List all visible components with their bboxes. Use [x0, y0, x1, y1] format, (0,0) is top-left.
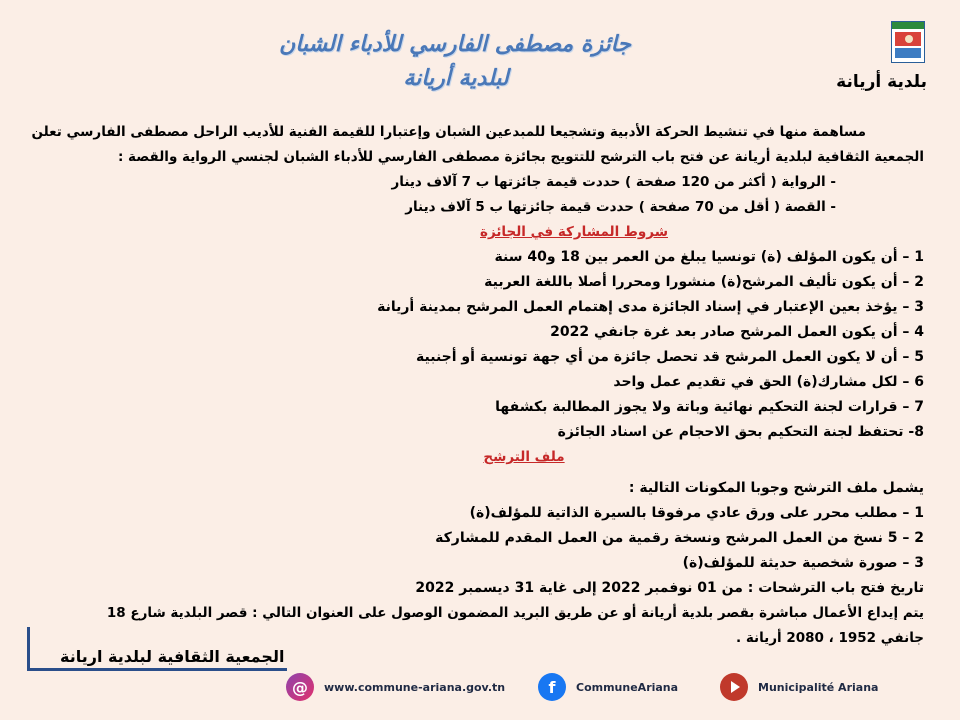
facebook-link[interactable]: [538, 672, 678, 702]
prize-novel: - الرواية ( أكثر من 120 صفحة ) حددت قيمة جائزتها ب 7 آلاف دينار: [391, 174, 836, 190]
youtube-link[interactable]: [720, 672, 878, 702]
facebook-icon: f: [538, 673, 566, 701]
intro-line-1: مساهمة منها في تنشيط الحركة الأدبية وتشجيعا للمبدعين الشبان وإعتبارا للقيمة الفنية للأديب الراحل مصطفى الفارسي تعلن: [31, 124, 866, 140]
facebook-text: CommuneAriana: [576, 680, 679, 694]
conditions-heading: شروط المشاركة في الجائزة: [480, 224, 668, 240]
file-intro: يشمل ملف الترشح وجوبا المكونات التالية :: [628, 480, 924, 496]
file-heading: ملف الترشح: [483, 449, 565, 465]
at-sign-icon: @: [286, 673, 314, 701]
logo-band-top: [892, 22, 924, 29]
title-line-1: جائزة مصطفى الفارسي للأدباء الشبان: [279, 32, 631, 57]
condition-item: 3 – يؤخذ بعين الإعتبار في إسناد الجائزة مدى إهتمام العمل المرشح بمدينة أريانة: [377, 299, 924, 315]
youtube-icon: [720, 673, 748, 701]
condition-item: 4 – أن يكون العمل المرشح صادر بعد غرة جانفي 2022: [550, 324, 924, 340]
youtube-text: Municipalité Ariana: [758, 680, 879, 694]
website-link[interactable]: [286, 672, 505, 702]
deposit-line-1: يتم إيداع الأعمال مباشرة بقصر بلدية أريانة أو عن طريق البريد المضمون الوصول على العنوان التالي : قصر البلدية شارع 18: [106, 605, 924, 621]
condition-item: 5 – أن لا يكون العمل المرشح قد تحصل جائزة من أي جهة تونسية أو أجنبية: [416, 349, 924, 365]
condition-item: 2 – أن يكون تأليف المرشح(ة) منشورا ومحررا أصلا باللغة العربية: [484, 274, 924, 290]
footer-links: [280, 672, 920, 702]
intro-line-2: الجمعية الثقافية لبلدية أريانة عن فتح باب الترشح للتتويج بجائزة مصطفى الفارسي للأدباء الشبان لجنسي الرواية والقصة :: [117, 149, 924, 165]
municipality-label: بلدية أريانة: [836, 72, 927, 92]
announcement-body: [24, 120, 924, 651]
prize-story: - القصة ( أقل من 70 صفحة ) حددت قيمة جائزتها ب 5 آلاف دينار: [405, 199, 836, 215]
condition-item: 1 – أن يكون المؤلف (ة) تونسيا يبلغ من العمر بين 18 و40 سنة: [494, 249, 924, 265]
application-dates: تاريخ فتح باب الترشحات : من 01 نوفمبر 2022 إلى غاية 31 ديسمبر 2022: [415, 580, 924, 596]
condition-item: 7 – قرارات لجنة التحكيم نهائية وباتة ولا يجوز المطالبة بكشفها: [495, 399, 924, 415]
condition-item: 6 – لكل مشارك(ة) الحق في تقديم عمل واحد: [613, 374, 924, 390]
file-item: 3 – صورة شخصية حديثة للمؤلف(ة): [682, 555, 924, 571]
condition-item: 8- تحتفظ لجنة التحكيم بحق الاحجام عن اسناد الجائزة: [557, 424, 924, 440]
signature: الجمعية الثقافية لبلدية اريانة: [60, 647, 285, 666]
file-item: 1 – مطلب محرر على ورق عادي مرفوقا بالسيرة الذاتية للمؤلف(ة): [469, 505, 924, 521]
file-item: 2 – 5 نسخ من العمل المرشح ونسخة رقمية من العمل المقدم للمشاركة: [435, 530, 924, 546]
title-line-2: لبلدية أريانة: [403, 66, 509, 91]
deposit-line-2: جانفي 1952 ، 2080 أريانة .: [736, 630, 924, 646]
website-text: www.commune-ariana.gov.tn: [324, 680, 506, 694]
